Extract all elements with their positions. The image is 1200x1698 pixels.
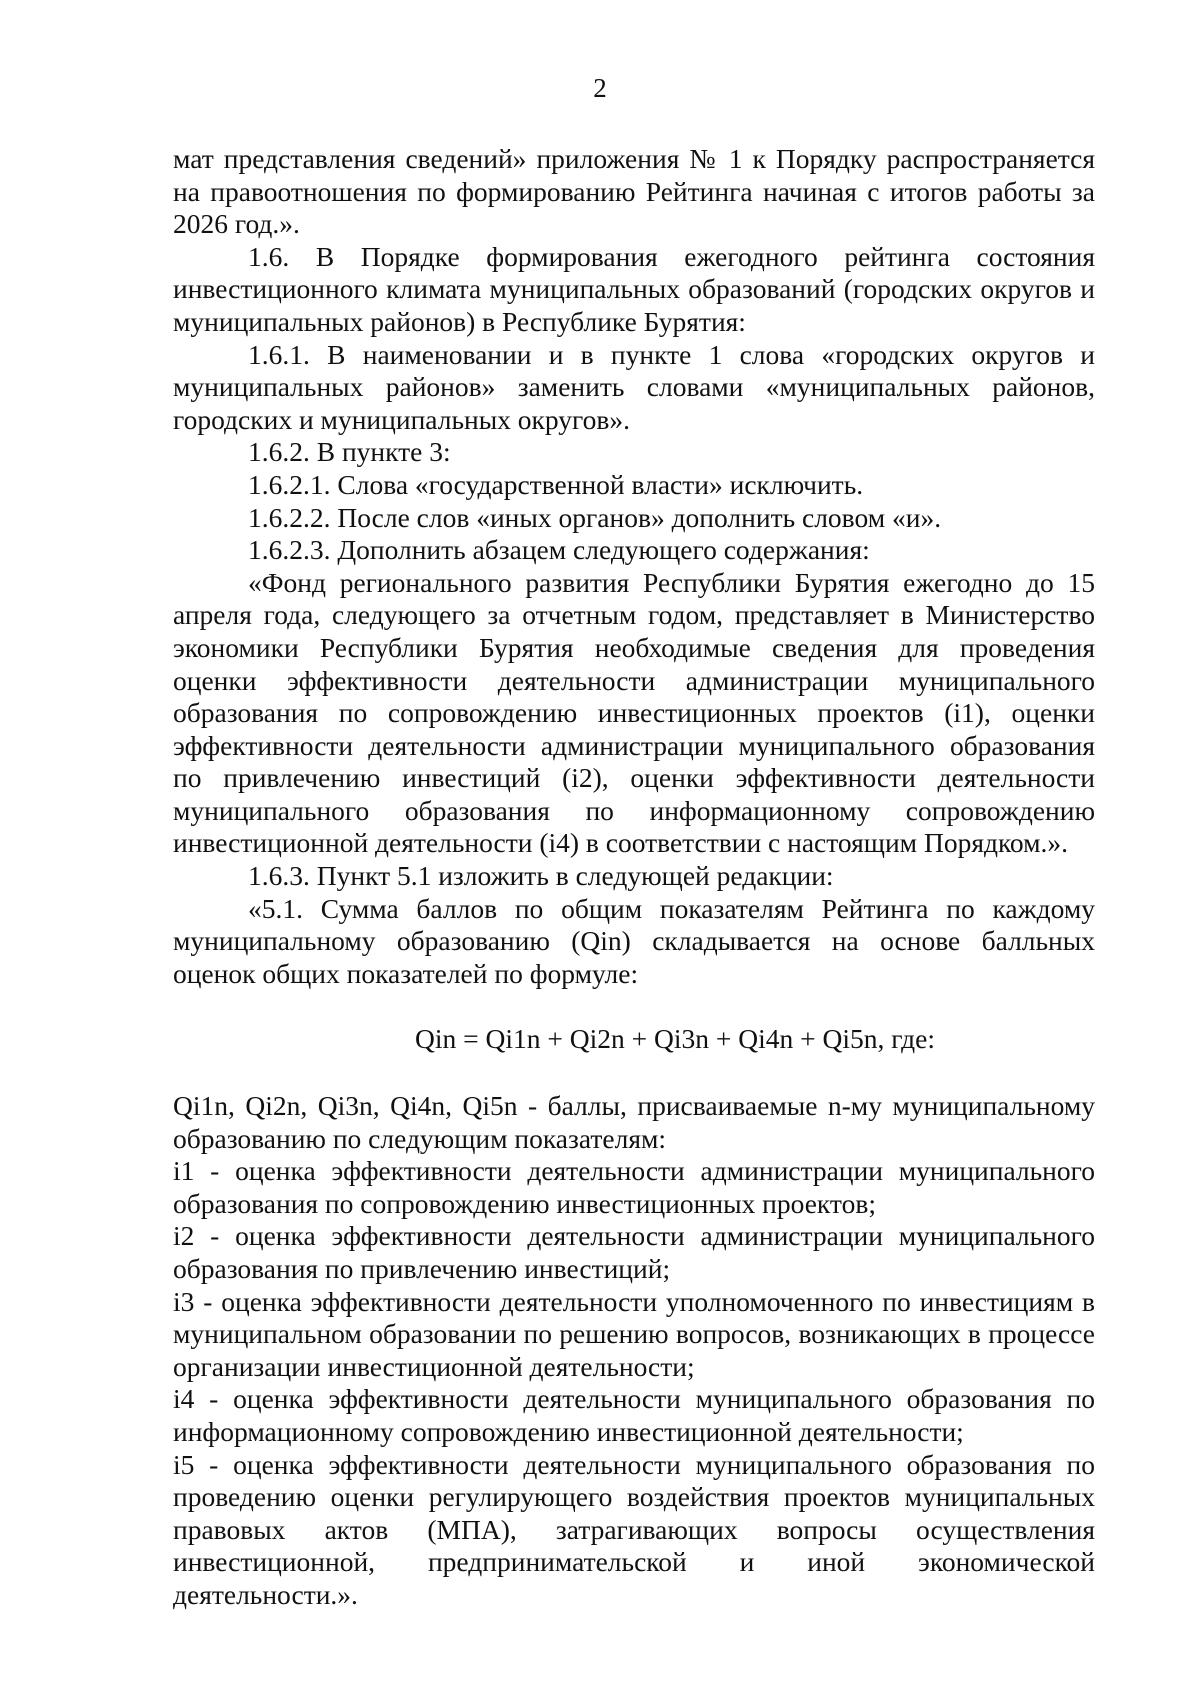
paragraph-1-6-2-2: 1.6.2.2. После слов «иных органов» дополнить словом «и». [248, 501, 942, 533]
paragraph-continuation: мат представления сведений» приложения № 1 к Порядку распространяется на правоотношения по формированию Рейтинга начиная с итогов работы за 2026 год.». [173, 143, 1095, 240]
indicator-i1: i1 - оценка эффективности деятельности администрации муниципального образования по сопровождению инвестиционных проектов; [173, 1155, 1095, 1219]
paragraph-1-6-1: 1.6.1. В наименовании и в пункте 1 слова «городских округов и муниципальных районов» заменить словами «муниципальных районов, городских и муниципальных округов». [173, 338, 1095, 435]
paragraph-quoted-fund: «Фонд регионального развития Республики Бурятия ежегодно до 15 апреля года, следующего за отчетным годом, представляет в Министерство экономики Республики Бурятия необходимые сведения для проведения оценки эффективности деятельности администрации муниципального образования по сопровождению инвестиционных проектов (i1), оценки эффективности деятельности администрации муниципального образования по привлечению инвестиций (i2), оценки эффективности деятельности муниципального образования по информационному сопровождению инвестиционной деятельности (i4) в соответствии с настоящим Порядком.». [173, 566, 1095, 859]
page-number: 2 [593, 73, 607, 103]
indicator-i3: i3 - оценка эффективности деятельности уполномоченного по инвестициям в муниципальном образовании по решению вопросов, возникающих в процессе организации инвестиционной деятельности; [173, 1285, 1095, 1382]
formula: Qin = Qi1n + Qi2n + Qi3n + Qi4n + Qi5n, где: [414, 1023, 936, 1055]
paragraph-1-6-2: 1.6.2. В пункте 3: [248, 436, 451, 468]
paragraph-5-1: «5.1. Сумма баллов по общим показателям Рейтинга по каждому муниципальному образованию (Qin) складывается на основе балльных оценок общих показателей по формуле: [173, 892, 1095, 989]
indicator-i4: i4 - оценка эффективности деятельности муниципального образования по информационному сопровождению инвестиционной деятельности; [173, 1383, 1095, 1447]
indicator-i2: i2 - оценка эффективности деятельности администрации муниципального образования по привлечению инвестиций; [173, 1220, 1095, 1284]
paragraph-1-6: 1.6. В Порядке формирования ежегодного рейтинга состояния инвестиционного климата муниципальных образований (городских округов и муниципальных районов) в Республике Бурятия: [173, 240, 1095, 337]
paragraph-1-6-2-3: 1.6.2.3. Дополнить абзацем следующего содержания: [248, 534, 870, 566]
paragraph-formula-legend: Qi1n, Qi2n, Qi3n, Qi4n, Qi5n - баллы, присваиваемые n-му муниципальному образованию по следующим показателям: [173, 1090, 1095, 1154]
paragraph-1-6-2-1: 1.6.2.1. Слова «государственной власти» исключить. [248, 468, 864, 500]
indicator-i5: i5 - оценка эффективности деятельности муниципального образования по проведению оценки регулирующего воздействия проектов муниципальных правовых актов (МПА), затрагивающих вопросы осуществления инвестиционной, предпринимательской и иной экономической деятельности.». [173, 1448, 1095, 1610]
document-body [173, 143, 1095, 1612]
paragraph-1-6-3: 1.6.3. Пункт 5.1 изложить в следующей редакции: [248, 860, 834, 892]
